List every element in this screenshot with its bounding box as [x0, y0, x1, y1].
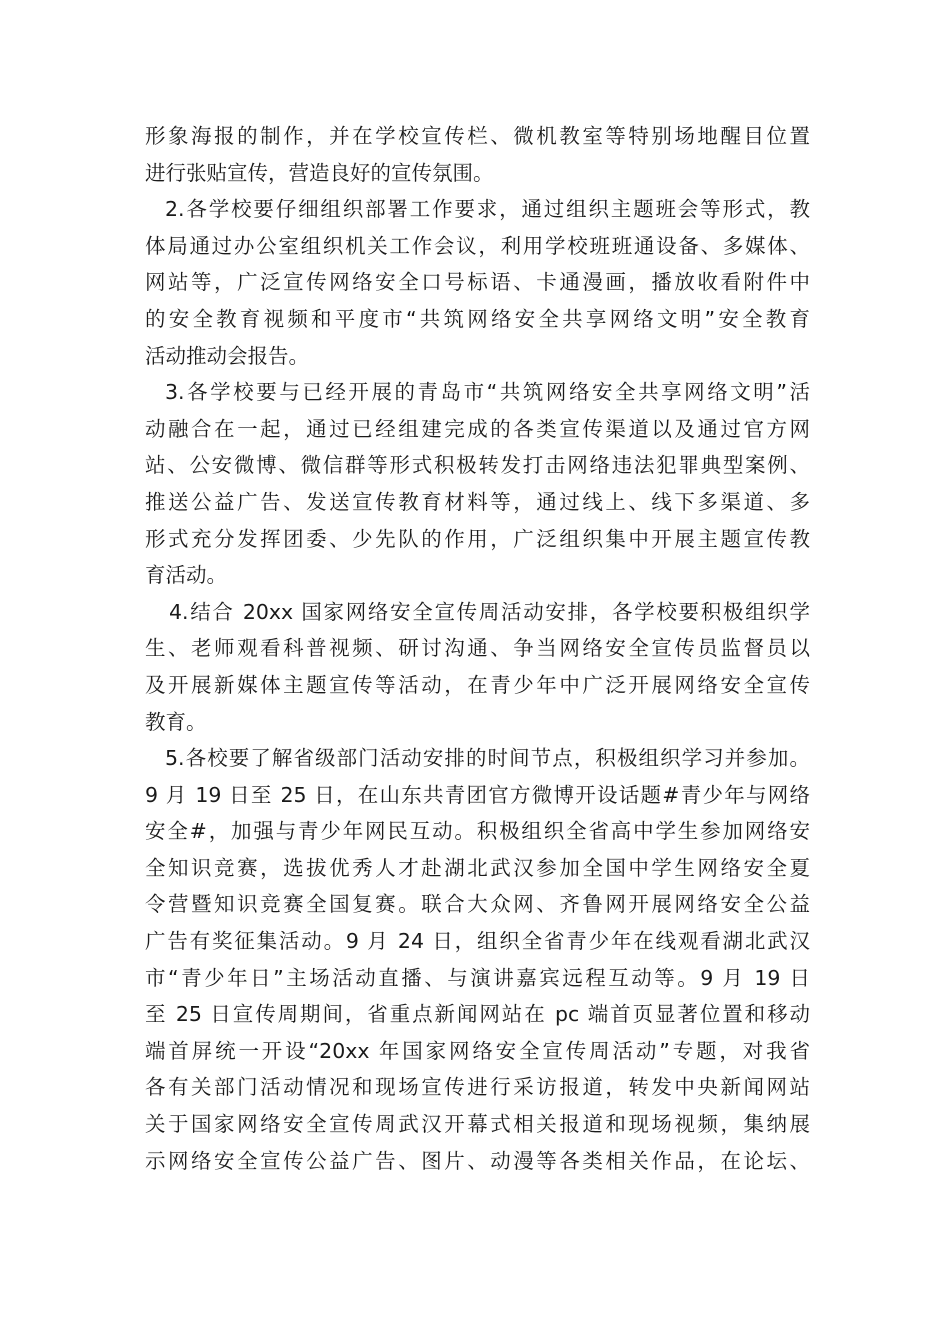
text-line: 2.各学校要仔细组织部署工作要求，通过组织主题班会等形式，教 — [165, 197, 810, 222]
text-line: 推送公益广告、发送宣传教育材料等，通过线上、线下多渠道、多 — [145, 489, 810, 514]
text-line: 活动推动会报告。 — [145, 343, 309, 368]
text-line: 全知识竞赛，选拔优秀人才赴湖北武汉参加全国中学生网络安全夏 — [145, 855, 810, 880]
text-line: 生、老师观看科普视频、研讨沟通、争当网络安全宣传员监督员以 — [145, 636, 810, 661]
text-line: 广告有奖征集活动。9 月 24 日，组织全省青少年在线观看湖北武汉 — [145, 929, 810, 954]
text-line: 站、公安微博、微信群等形式积极转发打击网络违法犯罪典型案例、 — [145, 453, 810, 478]
text-line: 育活动。 — [145, 563, 227, 588]
text-line: 至 25 日宣传周期间，省重点新闻网站在 pc 端首页显著位置和移动 — [145, 1002, 810, 1027]
text-line: 5.各校要了解省级部门活动安排的时间节点，积极组织学习并参加。 — [165, 746, 810, 771]
text-line: 形式充分发挥团委、少先队的作用，广泛组织集中开展主题宣传教 — [145, 526, 810, 551]
text-line: 体局通过办公室组织机关工作会议，利用学校班班通设备、多媒体、 — [145, 233, 810, 258]
text-line: 的安全教育视频和平度市“共筑网络安全共享网络文明”安全教育 — [145, 306, 810, 331]
text-line: 4.结合 20xx 国家网络安全宣传周活动安排，各学校要积极组织学 — [169, 599, 810, 624]
text-line: 示网络安全宣传公益广告、图片、动漫等各类相关作品，在论坛、 — [145, 1148, 810, 1173]
text-line: 及开展新媒体主题宣传等活动，在青少年中广泛开展网络安全宣传 — [145, 672, 810, 697]
text-line: 3.各学校要与已经开展的青岛市“共筑网络安全共享网络文明”活 — [165, 380, 810, 405]
text-line: 进行张贴宣传，营造良好的宣传氛围。 — [145, 160, 494, 185]
text-line: 安全#，加强与青少年网民互动。积极组织全省高中学生参加网络安 — [145, 819, 810, 844]
text-line: 关于国家网络安全宣传周武汉开幕式相关报道和现场视频，集纳展 — [145, 1112, 810, 1137]
text-line: 各有关部门活动情况和现场宣传进行采访报道，转发中央新闻网站 — [145, 1075, 810, 1100]
text-line: 网站等，广泛宣传网络安全口号标语、卡通漫画，播放收看附件中 — [145, 270, 810, 295]
text-line: 教育。 — [145, 709, 207, 734]
text-line: 市“青少年日”主场活动直播、与演讲嘉宾远程互动等。9 月 19 日 — [145, 965, 810, 990]
document-body — [145, 118, 810, 1179]
text-line: 端首屏统一开设“20xx 年国家网络安全宣传周活动”专题，对我省 — [145, 1038, 810, 1063]
text-line: 令营暨知识竞赛全国复赛。联合大众网、齐鲁网开展网络安全公益 — [145, 892, 810, 917]
text-line: 形象海报的制作，并在学校宣传栏、微机教室等特别场地醒目位置 — [145, 124, 810, 148]
text-line: 9 月 19 日至 25 日，在山东共青团官方微博开设话题#青少年与网络 — [145, 782, 810, 807]
text-line: 动融合在一起，通过已经组建完成的各类宣传渠道以及通过官方网 — [145, 416, 810, 441]
